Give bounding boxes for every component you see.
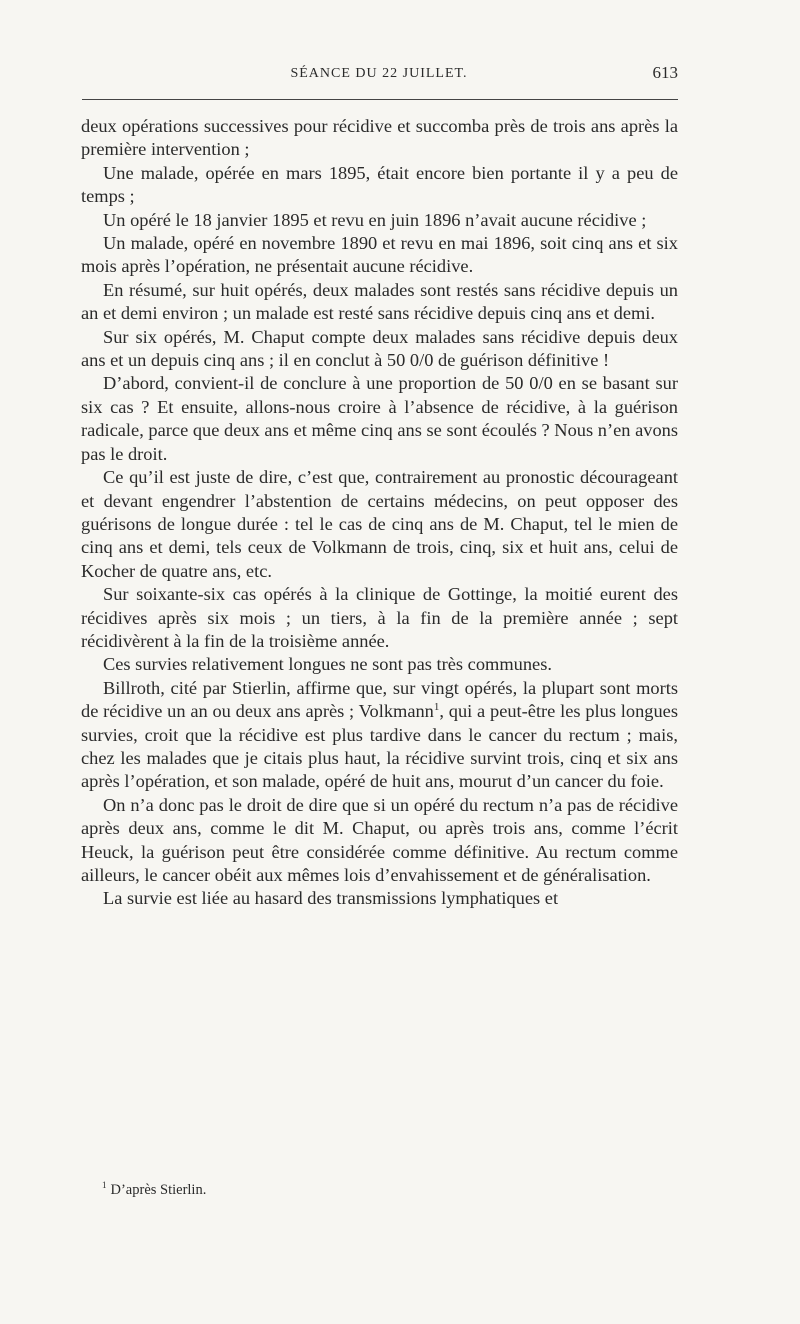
paragraph-7: D’abord, convient-il de conclure à une proportion de 50 0/0 en se basant sur six cas ? Et ensuite, allons-nous croire à l’absence de récidive, à la guérison radicale, parce que deux ans et même cinq ans se sont écoulés ? Nous n’en avons pas le droit.: [81, 373, 678, 464]
paragraph-11-part-2: , qui a peut-être les plus longues survies, croit que la récidive est plus tardive dans le cancer du rectum ; mais, chez les malades que je citais plus haut, la récidive survint trois, cinq et six ans après l’opération, et son malade, opéré de huit ans, mourut d’un cancer du foie.: [81, 701, 678, 792]
footnote-mark: 1: [102, 1180, 107, 1190]
page-header: [80, 63, 678, 89]
paragraph-3: Un opéré le 18 janvier 1895 et revu en juin 1896 n’avait aucune récidive ;: [103, 209, 647, 230]
paragraph-8: Ce qu’il est juste de dire, c’est que, contrairement au pronostic décourageant et devant engendrer l’abstention de certains médecins, on peut opposer des guérisons de longue durée : tel le cas de cinq ans de M. Chaput, tel le mien de cinq ans et demi, tels ceux de Volkmann de trois, cinq, six et huit ans, celui de Kocher de quatre ans, etc.: [81, 467, 678, 581]
paragraph-12: On n’a donc pas le droit de dire que si un opéré du rectum n’a pas de récidive après deux ans, comme le dit M. Chaput, ou après trois ans, comme l’écrit Heuck, la guérison peut être considérée comme définitive. Au rectum comme ailleurs, le cancer obéit aux mêmes lois d’envahissement et de généralisation.: [81, 794, 678, 885]
footnote-text: D’après Stierlin.: [110, 1181, 207, 1198]
paragraph-4: Un malade, opéré en novembre 1890 et revu en mai 1896, soit cinq ans et six mois après l’opération, ne présentait aucune récidive.: [81, 233, 678, 277]
footnote-reference: 1: [433, 701, 440, 714]
header-rule: [82, 99, 678, 100]
paragraph-11-part-1: Billroth, cité par Stierlin, affirme que, sur vingt opérés, la plupart sont morts de récidive un an ou deux ans après ; Volkmann: [81, 677, 678, 722]
paragraph-6: Sur six opérés, M. Chaput compte deux malades sans récidive depuis deux ans et un depuis cinq ans ; il en conclut à 50 0/0 de guérison définitive !: [81, 326, 678, 371]
running-head: SÉANCE DU 22 JUILLET.: [290, 66, 468, 81]
page-number: 613: [652, 63, 678, 82]
paragraph-5: En résumé, sur huit opérés, deux malades sont restés sans récidive depuis un an et demi environ ; un malade est resté sans récidive depuis cinq ans et demi.: [81, 279, 678, 324]
paragraph-10: Ces survies relativement longues ne sont pas très communes.: [103, 654, 552, 675]
paragraph-9: Sur soixante-six cas opérés à la clinique de Gottinge, la moitié eurent des récidives après six mois ; un tiers, à la fin de la première année ; sept récidivèrent à la fin de la troisième année.: [81, 584, 678, 651]
paragraph-11: [81, 677, 678, 794]
footnote: [102, 1180, 678, 1199]
paragraph-1: deux opérations successives pour récidive et succomba près de trois ans après la première intervention ;: [81, 116, 678, 160]
paragraph-2: Une malade, opérée en mars 1895, était encore bien portante il y a peu de temps ;: [81, 162, 678, 207]
body-text: [81, 115, 678, 911]
paragraph-13: La survie est liée au hasard des transmissions lymphatiques et: [103, 888, 559, 909]
